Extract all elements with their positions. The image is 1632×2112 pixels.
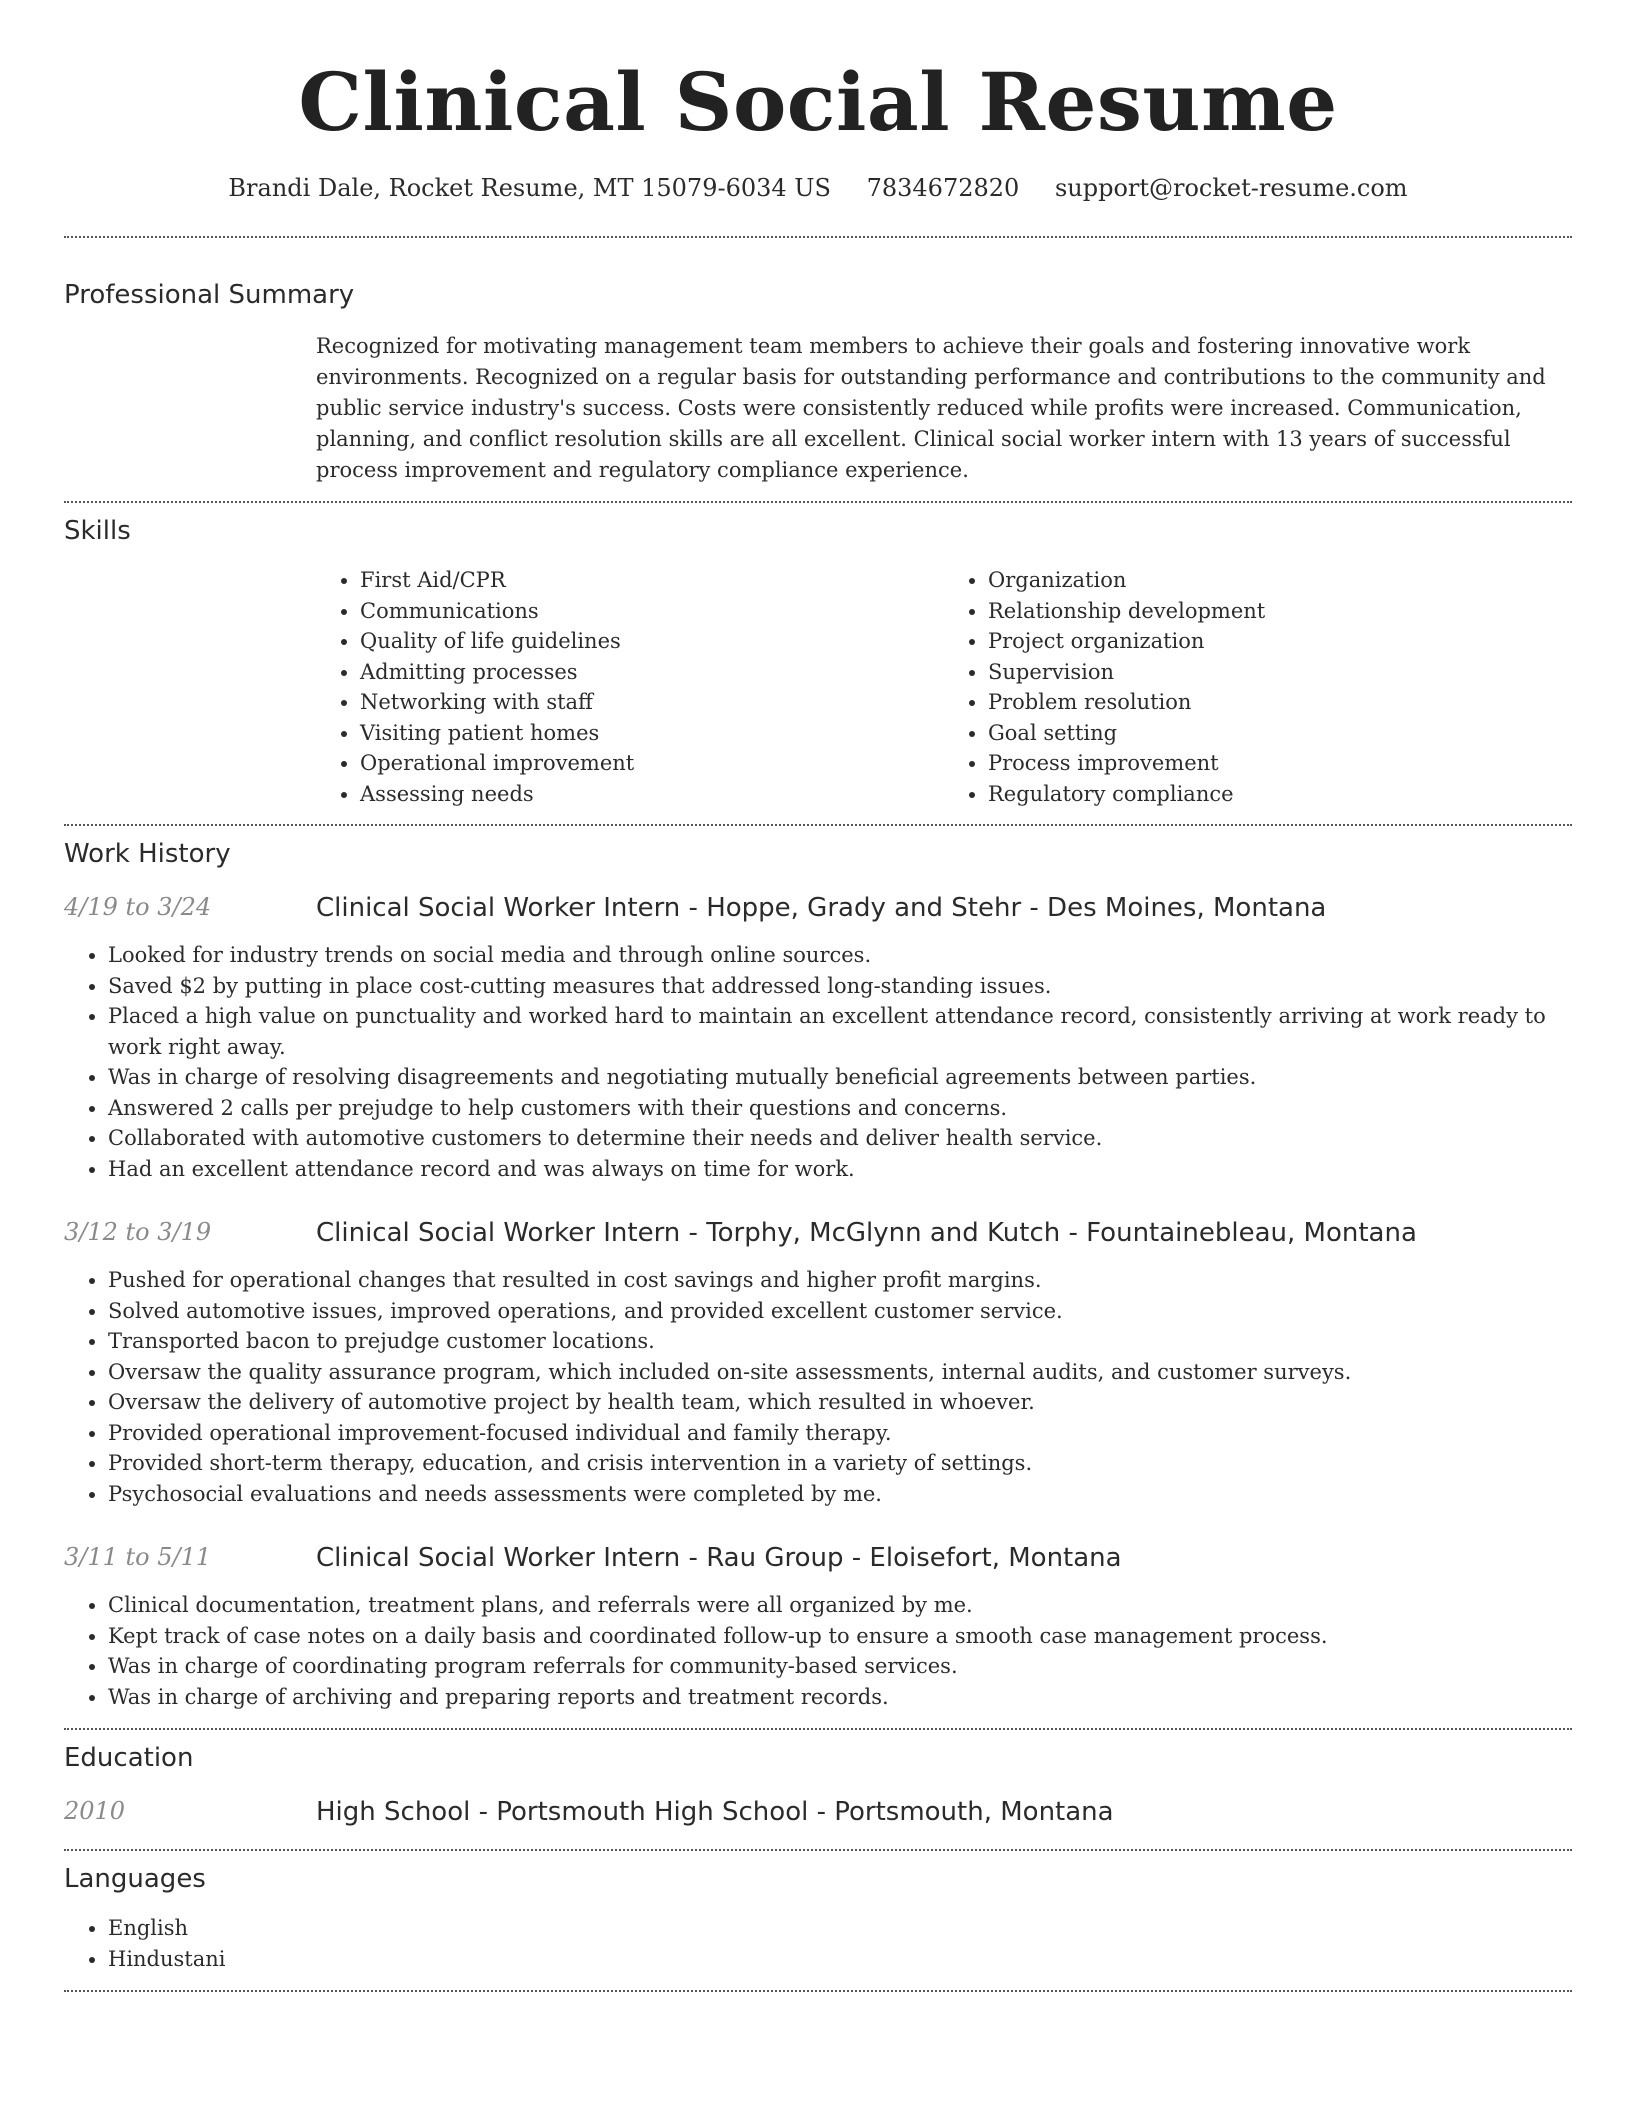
list-item: • First Aid/CPR	[360, 565, 944, 596]
divider	[64, 824, 1572, 826]
work-section	[64, 839, 1572, 1712]
divider	[64, 1728, 1572, 1730]
languages-section	[64, 1864, 1572, 1974]
list-item: • Assessing needs	[360, 779, 944, 810]
contact-line	[64, 174, 1572, 202]
languages-heading: Languages	[64, 1864, 206, 1894]
list-item: • Had an excellent attendance record and was always on time for work.	[108, 1154, 1572, 1185]
contact-email: support@rocket-resume.com	[1054, 174, 1408, 202]
list-item: • Quality of life guidelines	[360, 626, 944, 657]
list-item: • Was in charge of resolving disagreements and negotiating mutually beneficial agreements between parties.	[108, 1062, 1572, 1093]
list-item: • Visiting patient homes	[360, 718, 944, 749]
job-entry	[64, 1218, 1572, 1509]
list-item: • Transported bacon to prejudge customer locations.	[108, 1326, 1572, 1357]
skills-heading: Skills	[64, 516, 131, 546]
job-entry	[64, 893, 1572, 1184]
languages-list	[64, 1913, 1572, 1974]
list-item: • Hindustani	[108, 1944, 1572, 1975]
list-item: • Problem resolution	[988, 687, 1572, 718]
divider	[64, 501, 1572, 503]
list-item: • Pushed for operational changes that resulted in cost savings and higher profit margins.	[108, 1265, 1572, 1296]
divider	[64, 236, 1572, 238]
summary-section	[64, 280, 1572, 486]
job-bullets	[64, 1265, 1572, 1509]
list-item: • Clinical documentation, treatment plans, and referrals were all organized by me.	[108, 1590, 1572, 1621]
job-entry	[64, 1543, 1572, 1712]
list-item: • Communications	[360, 596, 944, 627]
list-item: • Process improvement	[988, 748, 1572, 779]
job-title: Clinical Social Worker Intern - Hoppe, Grady and Stehr - Des Moines, Montana	[316, 893, 1327, 923]
list-item: • Provided operational improvement-focused individual and family therapy.	[108, 1418, 1572, 1449]
list-item: • Solved automotive issues, improved operations, and provided excellent customer service.	[108, 1296, 1572, 1327]
list-item: • Psychosocial evaluations and needs assessments were completed by me.	[108, 1479, 1572, 1510]
list-item: • Relationship development	[988, 596, 1572, 627]
list-item: • Oversaw the quality assurance program, which included on-site assessments, internal audits, and customer surveys.	[108, 1357, 1572, 1388]
education-title: High School - Portsmouth High School - Portsmouth, Montana	[316, 1797, 1114, 1827]
list-item: • Placed a high value on punctuality and worked hard to maintain an excellent attendance record, consistently arriving at work ready to work right away.	[108, 1001, 1572, 1062]
list-item: • Operational improvement	[360, 748, 944, 779]
contact-phone: 7834672820	[866, 174, 1020, 202]
list-item: • Provided short-term therapy, education, and crisis intervention in a variety of settings.	[108, 1448, 1572, 1479]
divider	[64, 1990, 1572, 1992]
job-dates: 4/19 to 3/24	[64, 893, 212, 921]
work-heading: Work History	[64, 839, 231, 869]
job-title: Clinical Social Worker Intern - Rau Group - Eloisefort, Montana	[316, 1543, 1122, 1573]
resume-page	[64, 0, 1572, 1992]
list-item: • Supervision	[988, 657, 1572, 688]
list-item: • Answered 2 calls per prejudge to help customers with their questions and concerns.	[108, 1093, 1572, 1124]
contact-address: Brandi Dale, Rocket Resume, MT 15079-6034 US	[228, 174, 831, 202]
skills-right-column	[944, 565, 1572, 809]
list-item: • English	[108, 1913, 1572, 1944]
list-item: • Saved $2 by putting in place cost-cutting measures that addressed long-standing issues.	[108, 971, 1572, 1002]
summary-heading: Professional Summary	[64, 280, 355, 310]
skills-section	[64, 516, 1572, 809]
list-item: • Organization	[988, 565, 1572, 596]
job-dates: 3/11 to 5/11	[64, 1543, 212, 1571]
education-entry	[64, 1797, 1572, 1827]
list-item: • Was in charge of coordinating program referrals for community-based services.	[108, 1651, 1572, 1682]
education-heading: Education	[64, 1743, 194, 1773]
summary-text: Recognized for motivating management team members to achieve their goals and fostering innovative work environments. Recognized on a regular basis for outstanding performance and contributions to the community and public service industry's success. Costs were consistently reduced while profits were increased. Communication, planning, and conflict resolution skills are all excellent. Clinical social worker intern with 13 years of successful process improvement and regulatory compliance experience.	[316, 334, 1546, 482]
skills-list	[316, 565, 1572, 809]
job-bullets	[64, 1590, 1572, 1712]
list-item: • Was in charge of archiving and preparing reports and treatment records.	[108, 1682, 1572, 1713]
list-item: • Project organization	[988, 626, 1572, 657]
resume-title: Clinical Social Resume	[298, 55, 1338, 149]
list-item: • Networking with staff	[360, 687, 944, 718]
list-item: • Admitting processes	[360, 657, 944, 688]
list-item: • Kept track of case notes on a daily basis and coordinated follow-up to ensure a smooth case management process.	[108, 1621, 1572, 1652]
list-item: • Collaborated with automotive customers to determine their needs and deliver health service.	[108, 1123, 1572, 1154]
education-year: 2010	[64, 1797, 126, 1825]
list-item: • Oversaw the delivery of automotive project by health team, which resulted in whoever.	[108, 1387, 1572, 1418]
job-dates: 3/12 to 3/19	[64, 1218, 212, 1246]
list-item: • Regulatory compliance	[988, 779, 1572, 810]
job-title: Clinical Social Worker Intern - Torphy, McGlynn and Kutch - Fountainebleau, Montana	[316, 1218, 1417, 1248]
list-item: • Goal setting	[988, 718, 1572, 749]
education-section	[64, 1743, 1572, 1827]
list-item: • Looked for industry trends on social media and through online sources.	[108, 940, 1572, 971]
divider	[64, 1849, 1572, 1851]
skills-left-column	[316, 565, 944, 809]
job-bullets	[64, 940, 1572, 1184]
